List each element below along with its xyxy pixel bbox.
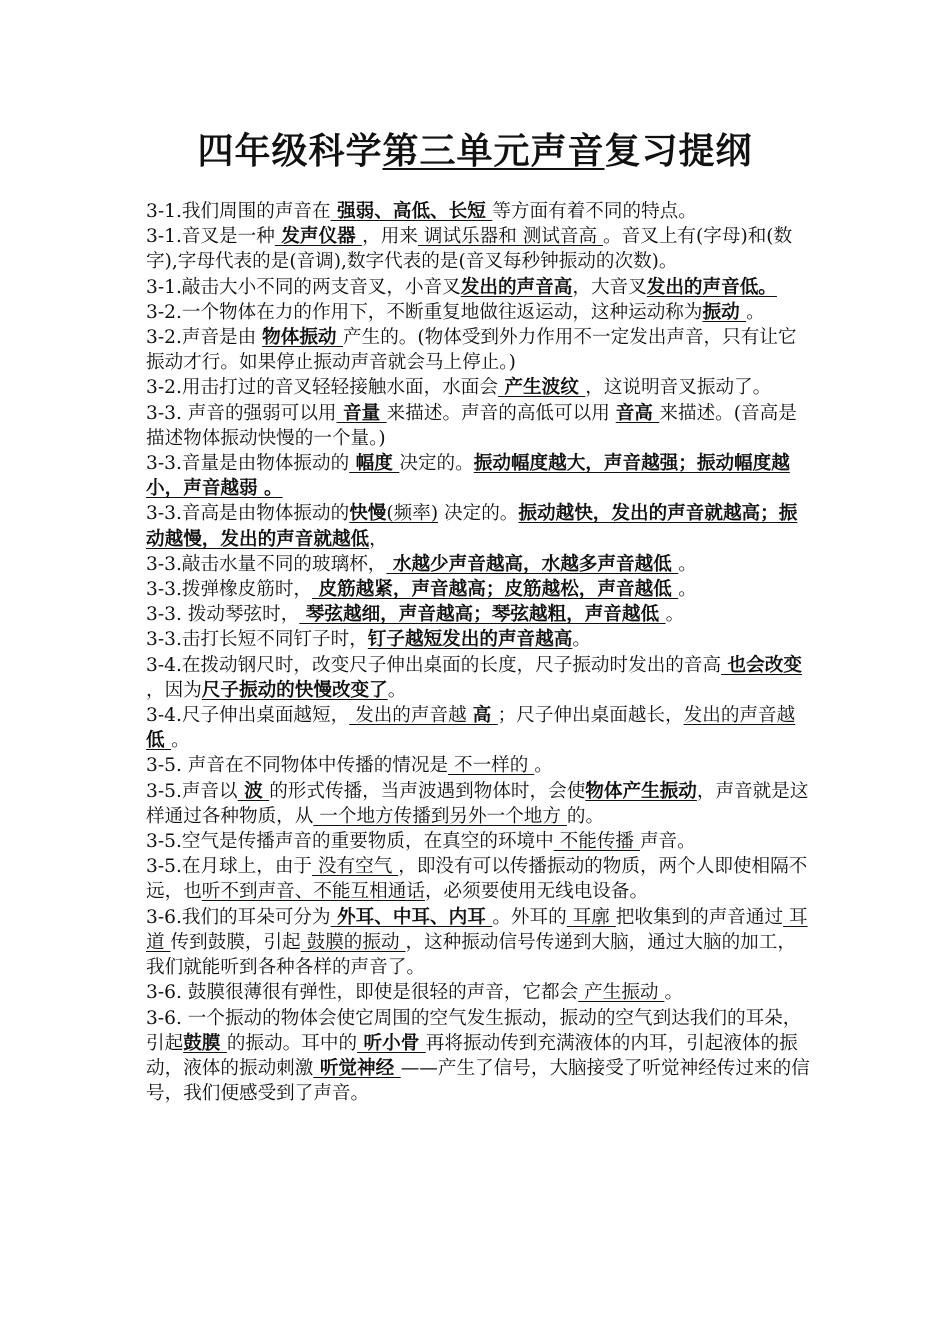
answer-blank-text: 耳道 xyxy=(146,906,808,953)
answer-blank-text: 音高 xyxy=(615,402,660,424)
outline-item xyxy=(146,300,811,325)
document-title xyxy=(0,128,950,176)
item-text: ——产生了信号，大脑接受了听觉神经传过来的信号，我们便感受到了声音。 xyxy=(146,1057,810,1105)
answer-blank-text: 琴弦越细，声音越高；琴弦越粗，声音越低 xyxy=(299,604,666,626)
item-text: ， xyxy=(369,528,388,550)
outline-item xyxy=(146,199,811,224)
item-text: 。 xyxy=(678,579,697,601)
item-text: 3-2.声音是由 xyxy=(146,327,263,349)
item-text: 3-2.用击打过的音叉轻轻接触水面，水面会 xyxy=(146,377,498,399)
item-text: 。音叉上有(字母)和(数字),字母代表的是(音调),数字代表的是(音叉每秒钟振动的次数)。 xyxy=(146,226,793,273)
title-underlined-part: 第三单元声音 xyxy=(382,131,605,172)
title-suffix: 复习提纲 xyxy=(604,131,753,172)
item-text: 再将振动传到充满液体的内耳，引起液体的振动，液体的振动刺激 xyxy=(146,1032,798,1079)
answer-blank-text: 快慢 xyxy=(349,503,387,525)
answer-blank-text: 听小骨 xyxy=(357,1032,426,1054)
answer-blank-text: 物体振动 xyxy=(262,327,343,349)
answer-blank-text: 也会改变 xyxy=(721,654,802,676)
item-text: ，即没有可以传播振动的物质，两个人即使相隔不远，也 xyxy=(146,856,808,903)
answer-blank-text: 外耳、中耳、内耳 xyxy=(330,906,493,928)
outline-item xyxy=(146,501,811,551)
item-text: ；尺子伸出桌面越长， xyxy=(497,705,684,727)
outline-item xyxy=(146,627,811,652)
outline-item xyxy=(146,451,811,501)
answer-blank-text: 鼓膜的振动 xyxy=(300,931,406,953)
item-text: 3-3.击打长短不同钉子时， xyxy=(146,629,368,651)
item-text: 把收集到的声音通过 xyxy=(615,906,784,928)
answer-blank-text: 发声仪器 xyxy=(274,226,363,248)
item-text: 。 xyxy=(665,604,685,626)
outline-item xyxy=(146,905,811,981)
item-text: 3-3.音量是由物体振动的 xyxy=(146,453,350,475)
item-text: 来描述。(音高是描述物体振动快慢的一个量。) xyxy=(146,402,797,449)
answer-blank-text: 尺子振动的快慢改变了 xyxy=(201,679,388,701)
answer-blank-text: 振动 xyxy=(702,301,747,323)
item-text: 的。 xyxy=(566,805,605,827)
answer-blank-text: 振动幅度越大，声音越强；振动幅度越小，声音越弱 。 xyxy=(146,453,790,500)
answer-blank-text: 皮筋越紧，声音越高；皮筋越松，声音越低 xyxy=(312,579,679,601)
answer-blank-text: 产生波纹 xyxy=(497,377,586,399)
item-text: 决定的。 xyxy=(399,453,474,475)
item-text: ，必须要使用无线电设备。 xyxy=(424,881,649,903)
answer-blank-text: 音量 xyxy=(336,402,387,424)
answer-blank-text: 调试乐器和 测试音高 xyxy=(417,226,604,248)
answer-blank-text: 发出的声音低。 xyxy=(646,276,777,298)
answer-blank-text: 振动越快，发出的声音就越高；振动越慢，发出的声音就越低 xyxy=(146,503,798,550)
answer-blank-text: (频率) xyxy=(386,503,439,525)
item-text: 3-5. 声音在不同物体中传播的情况是 xyxy=(146,755,449,777)
outline-item xyxy=(146,1006,811,1107)
item-text: 3-5.空气是传播声音的重要物质，在真空的环境中 xyxy=(146,831,554,853)
outline-item xyxy=(146,829,811,854)
item-text: ，大音叉 xyxy=(572,276,647,298)
item-text: 3-6. 鼓膜很薄很有弹性，即使是很轻的声音，它都会 xyxy=(146,982,579,1004)
answer-blank-text: 鼓膜 xyxy=(183,1032,227,1054)
outline-item xyxy=(146,653,811,703)
answer-blank-text: 高 xyxy=(472,705,498,727)
answer-blank-text: 水越少声音越高，水越多声音越低 xyxy=(386,553,679,575)
outline-item xyxy=(146,980,811,1005)
item-text: 3-3. 拨动琴弦时， xyxy=(146,604,300,626)
item-text: ，这说明音叉振动了。 xyxy=(585,377,772,399)
outline-item xyxy=(146,375,811,400)
item-text: 3-2.一个物体在力的作用下，不断重复地做往返运动，这种运动称为 xyxy=(146,301,703,323)
outline-item xyxy=(146,552,811,577)
item-text: 。 xyxy=(171,730,190,752)
answer-blank-text: 听觉神经 xyxy=(313,1057,401,1079)
outline-item xyxy=(146,854,811,904)
item-text: 3-3.敲击水量不同的玻璃杯， xyxy=(146,553,387,575)
item-text: 3-4.尺子伸出桌面越短， xyxy=(146,705,350,727)
answer-blank-text: 没有空气 xyxy=(312,856,399,878)
item-text: 。 xyxy=(746,301,765,323)
item-text: 声音。 xyxy=(639,831,696,853)
answer-blank-text: 低 xyxy=(146,730,172,752)
answer-blank-text: 波 xyxy=(237,780,270,802)
item-text: 3-5.声音以 xyxy=(146,780,238,802)
item-text: 3-1.我们周围的声音在 xyxy=(146,201,331,222)
outline-body xyxy=(146,199,811,1106)
outline-item xyxy=(146,753,811,778)
item-text: 。 xyxy=(664,982,684,1004)
answer-blank-text: 耳廓 xyxy=(566,906,616,928)
answer-blank-text: 一个地方传播到另外一个地方 xyxy=(313,805,567,827)
answer-blank-text: 物体产生振动 xyxy=(585,780,697,802)
item-text: 3-6. 一个振动的物体会使它周围的空气发生振动，振动的空气到达我们的耳朵，引起 xyxy=(146,1007,802,1054)
item-text: 产生的。(物体受到外力作用不一定发出声音，只有让它振动才行。如果停止振动声音就会马上停止。) xyxy=(146,327,797,374)
answer-blank-text: 幅度 xyxy=(349,453,400,475)
outline-item xyxy=(146,602,811,627)
outline-item xyxy=(146,325,811,375)
item-text: 传到鼓膜，引起 xyxy=(170,931,301,953)
outline-item xyxy=(146,275,811,300)
item-text: 3-3. 声音的强弱可以用 xyxy=(146,402,337,424)
title-prefix: 四年级科学 xyxy=(197,131,383,172)
answer-blank-text: 不一样的 xyxy=(448,755,535,777)
item-text: 决定的。 xyxy=(438,503,519,525)
item-text: 。 xyxy=(572,629,591,651)
answer-blank-text: 钉子越短发出的声音越高 xyxy=(367,629,573,651)
answer-blank-text: 强弱、高低、长短 xyxy=(330,201,493,222)
item-text: 来描述。声音的高低可以用 xyxy=(386,402,616,424)
item-text: 3-6.我们的耳朵可分为 xyxy=(146,906,331,928)
item-text: 3-3.音高是由物体振动的 xyxy=(146,503,350,525)
item-text: 等方面有着不同的特点。 xyxy=(492,201,697,222)
item-text: 3-3.拨弹橡皮筋时， xyxy=(146,579,313,601)
item-text: 。外耳的 xyxy=(492,906,567,928)
item-text: ，声音就是这样通过各种物质，从 xyxy=(146,780,809,827)
answer-blank-text: 发出的声音越 xyxy=(349,705,473,727)
item-text: 。 xyxy=(534,755,553,777)
answer-blank-text: 不能传播 xyxy=(553,831,640,853)
item-text: 。 xyxy=(678,553,697,575)
item-text: 3-1.音叉是一种 xyxy=(146,226,275,248)
outline-item xyxy=(146,779,811,829)
answer-blank-text: 发出的声音高 xyxy=(460,276,573,298)
item-text: 3-1.敲击大小不同的两支音叉，小音叉 xyxy=(146,276,461,298)
outline-item xyxy=(146,224,811,274)
outline-item xyxy=(146,401,811,451)
item-text: ，这种振动信号传递到大脑，通过大脑的加工，我们就能听到各种各样的声音了。 xyxy=(146,931,796,979)
item-text: 的振动。耳中的 xyxy=(226,1032,358,1054)
answer-blank-text: 发出的声音越 xyxy=(683,705,796,727)
outline-item xyxy=(146,703,811,753)
item-text: ，因为 xyxy=(146,679,202,701)
item-text: 3-4.在拨动钢尺时，改变尺子伸出桌面的长度，尺子振动时发出的音高 xyxy=(146,654,722,676)
item-text: ，用来 xyxy=(362,226,418,248)
item-text: 3-5.在月球上，由于 xyxy=(146,856,313,878)
answer-blank-text: 产生振动 xyxy=(578,982,665,1004)
answer-blank-text: 听不到声音、不能互相通话 xyxy=(201,881,425,903)
item-text: 。 xyxy=(387,679,407,701)
item-text: 的形式传播，当声波遇到物体时，会使 xyxy=(269,780,586,802)
outline-item xyxy=(146,577,811,602)
